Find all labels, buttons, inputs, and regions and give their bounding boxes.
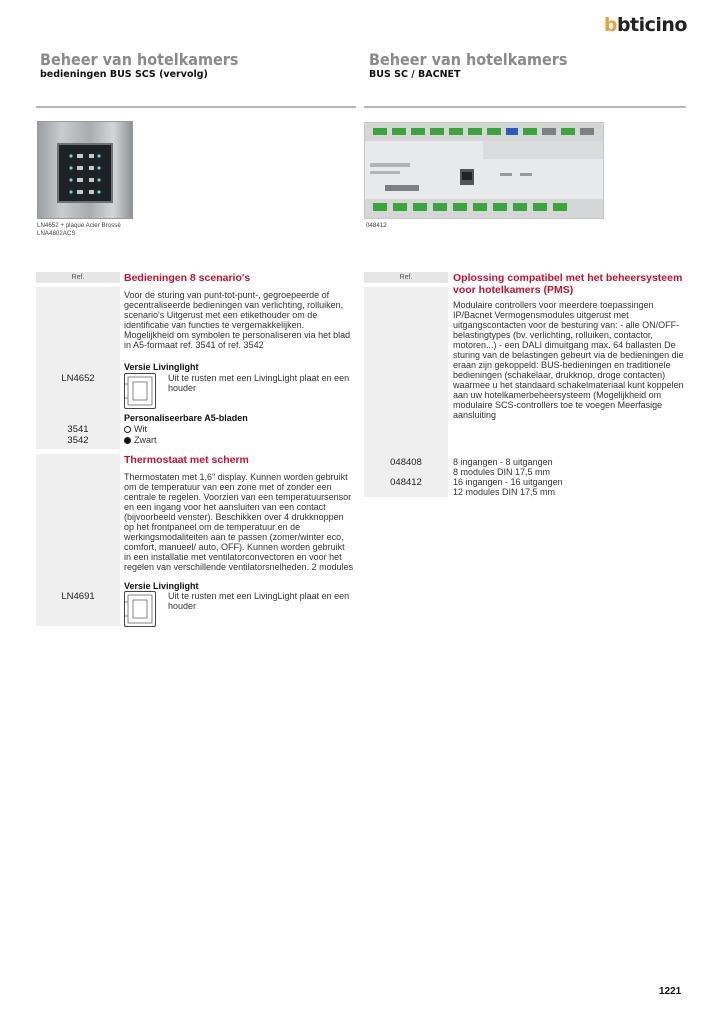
- thermostat-version-text: Uit te rusten met een LivingLight plaat en een houder: [168, 591, 350, 611]
- item-048412-line1: 16 ingangen - 16 uitgangen: [453, 477, 563, 487]
- right-page-title: Beheer van hotelkamers: [369, 50, 568, 69]
- right-photo-caption: 048412: [366, 222, 387, 229]
- left-page-title: Beheer van hotelkamers: [40, 50, 239, 69]
- din-controller-graphic: [365, 123, 603, 218]
- a5-blades-title: Personaliseerbare A5-bladen: [124, 413, 248, 423]
- scenario-description: Voor de sturing van punt-tot-punt-, gegroepeerde of gecentraliseerde bedieningen van verlichting, rolluiken, scenario's Uitgerust met een etikethouder om de identificatie van functies te vergemakkelijken. Mogelijkheid om symbolen te personaliseren via het blad in A5-formaat ref. 3541 of ref. 3542: [124, 290, 351, 350]
- scenario-version-title: Versie Livinglight: [124, 362, 199, 372]
- scenario-section-title: Bedieningen 8 scenario's: [124, 272, 251, 284]
- blade-white-label: Wit: [134, 424, 147, 434]
- ref-3542: 3542: [67, 435, 89, 446]
- left-page-subtitle: bedieningen BUS SCS (vervolg): [40, 69, 208, 80]
- right-ref-header: Ref.: [364, 272, 448, 283]
- bticino-logo: bbticino: [603, 14, 687, 36]
- left-caption-line-2: LNA4802ACS: [37, 230, 76, 237]
- scenario-buttons-graphic: [59, 145, 111, 201]
- white-circle-icon: [124, 426, 131, 433]
- device-outline-icon: [125, 374, 155, 408]
- scenario-control-photo: [37, 121, 133, 219]
- ref-048408: 048408: [390, 457, 422, 468]
- right-header-rule: [364, 106, 686, 108]
- left-ref-header: Ref.: [36, 272, 120, 283]
- thermostat-version-title: Versie Livinglight: [124, 581, 199, 591]
- blade-black-label: Zwart: [134, 435, 157, 445]
- left-header-rule: [36, 106, 356, 108]
- item-048408-desc: [453, 457, 683, 477]
- page-number: 1221: [659, 986, 682, 997]
- right-page-subtitle: BUS SC / BACNET: [369, 69, 461, 80]
- scenario-version-text: Uit te rusten met een LivingLight plaat en een houder: [168, 373, 350, 393]
- left-caption-line-1: LN4652 + plaque Acier Brossé: [37, 222, 121, 229]
- blade-white-option: [124, 424, 147, 434]
- black-circle-icon: [124, 437, 131, 444]
- item-048412-desc: [453, 477, 683, 497]
- device-outline-icon: [125, 592, 155, 626]
- item-048412-line2: 12 modules DIN 17,5 mm: [453, 487, 556, 497]
- left-photo-caption: [37, 222, 121, 238]
- controller-048412-photo: [364, 122, 604, 219]
- thermostat-description: Thermostaten met 1,6" display. Kunnen worden gebruikt om de temperatuur van een zone met of zonder een centrale te regelen. Voorzien van een temperatuursensor en een ingang voor het aansluiten van een contact (bijvoorbeeld venster). Beschikken over 4 drukknoppen op het frontpaneel om de temperatuur en de werkingsmodaliteiten aan te passen (zomer/winter eco, comfort, manueel/ auto, OFF). Kunnen worden gebruikt in een installatie met ventilatorconvectoren en voor het regelen van verschillende ventilatorsnelheden. 2 modules: [124, 472, 354, 572]
- brand-text: bticino: [616, 14, 687, 36]
- blade-black-option: [124, 435, 157, 445]
- control-panel-face: [57, 143, 113, 203]
- thermostat-section-title: Thermostaat met scherm: [124, 454, 249, 466]
- pms-section-title: Oplossing compatibel met het beheersysteem voor hotelkamers (PMS): [453, 272, 683, 296]
- livinglight-thermostat-icon: [124, 591, 156, 627]
- item-048408-line2: 8 modules DIN 17,5 mm: [453, 467, 551, 477]
- livinglight-device-icon: [124, 373, 156, 409]
- ref-048412: 048412: [390, 477, 422, 488]
- item-048408-line1: 8 ingangen - 8 uitgangen: [453, 457, 553, 467]
- ref-3541: 3541: [67, 424, 89, 435]
- ref-LN4652: LN4652: [61, 373, 95, 384]
- pms-description: Modulaire controllers voor meerdere toepassingen IP/Bacnet Vermogensmodules uitgerust met uitgangscontacten voor de besturing van: - alle ON/OFF-belastingtypes (bv. verlichting, rolluiken, contactor, motoren...) - een DALI dimuitgang max. 64 ballasten De sturing van de belastingen gebeurt via de bedieningen die eraan zijn gekoppeld: BUS-bedieningen en traditionele bedieningen (schakelaar, drukknop, droge contacten) waarmee u het standaard schakelmateriaal kunt koppelen aan uw hotelkamerbeheersysteem (Mogelijkheid om modulaire SCS-controllers toe te voegen Meerfasige aansluiting: [453, 300, 684, 420]
- ref-LN4691: LN4691: [61, 591, 95, 602]
